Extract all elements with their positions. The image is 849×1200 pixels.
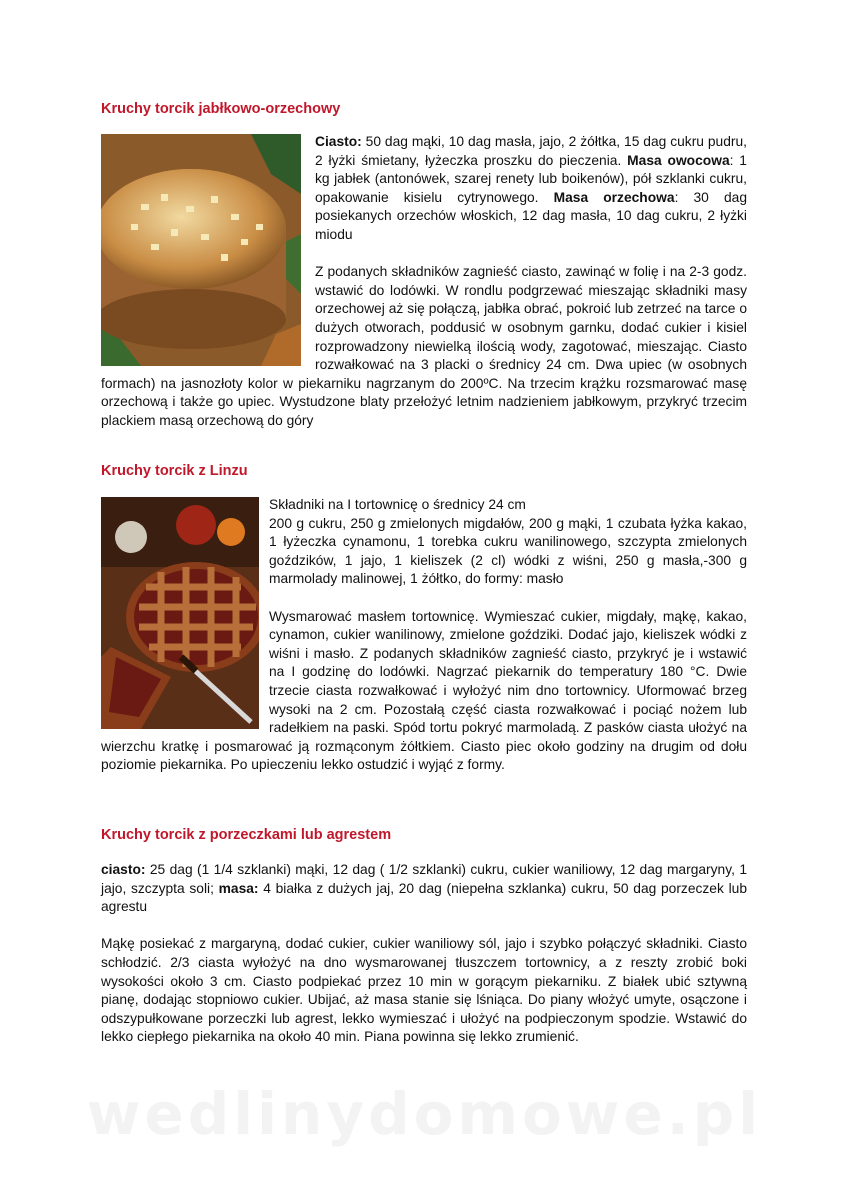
recipe-title-currant: Kruchy torcik z porzeczkami lub agrestem <box>101 827 392 843</box>
recipe-title-linzer: Kruchy torcik z Linzu <box>101 463 248 479</box>
label-masa-owocowa: Masa owocowa <box>627 152 730 168</box>
ingredients-apple-walnut: Ciasto: 50 dag mąki, 10 dag masła, jajo, 2 żółtka, 15 dag cukru pudru, 2 łyżki śmietany, łyżeczka proszku do pieczenia. Masa owocowa: 1 kg jabłek (antonówek, szarej renety lub boikenów), pół szklanki cukru, opakowanie kisielu cytrynowego. Masa orzechowa: 30 dag posiekanych orzechów włoskich, 12 dag masła, 10 dag cukru, 2 łyżki miodu <box>315 134 747 242</box>
ingredients-linzer: 200 g cukru, 250 g zmielonych migdałów, 200 g mąki, 1 czubata łyżka kakao, 1 łyżeczka cynamonu, 1 torebka cukru wanilinowego, szczypta zmielonych goździków, 1 jajo, 1 kieliszek (2 cl) wódki z wiśni, 250 g masła,-300 g marmolady malinowej, 1 żółtko, do formy: masło <box>269 515 747 587</box>
label-ciasto-3: ciasto: <box>101 862 146 877</box>
recipe-title-apple-walnut: Kruchy torcik jabłkowo-orzechowy <box>101 101 341 117</box>
method-linzer: Wysmarować masłem tortownicę. Wymieszać cukier, migdały, mąkę, kakao, cynamon, cukier wanilinowy, zmielone goździki. Dodać jajo, kieliszek wódki z wiśni i masło. Z podanych składników zagnieść ciasto, przykryć je i wstawić na I godzinę do lodówki. Nagrzać piekarnik do temperatury 180 °C. Dwie trzecie ciasta rozwałkować i wyłożyć nim dno tortownicy. Uformować brzeg wysoki na 2 cm. Pozostałą część ciasta rozwałkować i pociąć nożem lub radełkiem na paski. Spód tortu pokryć marmoladą. Z pasków ciasta ułożyć na wierzchu kratkę i posmarować ją rozmąconym żółtkiem. Ciasto piec około godziny na drugim od dołu poziomie piekarnika. Po upieczeniu lekko ostudzić i wyjąć z formy. <box>101 608 747 773</box>
watermark: wedlinydomowe.pl <box>86 1080 763 1148</box>
ingredients-intro-linzer: Składniki na I tortownicę o średnicy 24 cm <box>269 497 526 512</box>
method-apple-walnut: Z podanych składników zagnieść ciasto, zawinąć w folię i na 2-3 godz. wstawić do lodówki. W rondlu podgrzewać mieszając składniki masy orzechowej aż się połączą, jabłka obrać, pokroić lub zetrzeć na tarce o dużych otworach, poddusić w osobnym garnku, dodać cukier i kisiel rozprowadzony niewielką ilością wody, zagotować, mieszając. Ciasto rozwałkować na 3 placki o średnicy 24 cm. Dwa upiec (w osobnych formach) na jasnozłoty kolor w piekarniku nagrzanym do 200ºC. Na trzecim krążku rozsmarować masę orzechową i także go upiec. Wystudzone blaty przełożyć letnim nadzieniem jabłkowym, przykryć trzecim plackiem masą orzechową do góry <box>101 264 747 428</box>
linzer-torte-photo <box>101 497 259 729</box>
recipe-linzer <box>101 496 747 775</box>
label-masa-orzechowa: Masa orzechowa <box>553 189 675 205</box>
label-masa-3: masa: <box>218 880 259 896</box>
label-ciasto: Ciasto: <box>315 134 362 149</box>
recipe-currant <box>101 861 747 1047</box>
apple-walnut-cake-photo <box>101 134 301 366</box>
method-currant: Mąkę posiekać z margaryną, dodać cukier, cukier waniliowy sól, jajo i szybko połączyć składniki. Ciasto schłodzić. 2/3 ciasta wyłożyć na dno wysmarowanej tłuszczem tortownicy, a z reszty zrobić boki wysokości około 3 cm. Ciasto podpiekać przez 10 min w gorącym piekarniku. Z białek ubić sztywną pianę, dodając stopniowo cukier. Ubijać, aż masa stanie się lśniąca. Do piany włożyć umyte, osączone i odszypułkowane porzeczki lub agrest, lekko wymieszać i ułożyć na podpieczonym spodzie. Wstawić do lekko ciepłego piekarnika na około 40 min. Piana powinna się lekko zrumienić. <box>101 936 747 1045</box>
recipe-apple-walnut <box>101 133 747 431</box>
ingredients-currant: ciasto: 25 dag (1 1/4 szklanki) mąki, 12 dag ( 1/2 szklanki) cukru, cukier waniliowy, 12 dag margaryny, 1 jajo, szczypta soli; masa: 4 białka z dużych jaj, 20 dag (niepełna szklanka) cukru, 50 dag porzeczek lub agrestu <box>101 862 747 915</box>
